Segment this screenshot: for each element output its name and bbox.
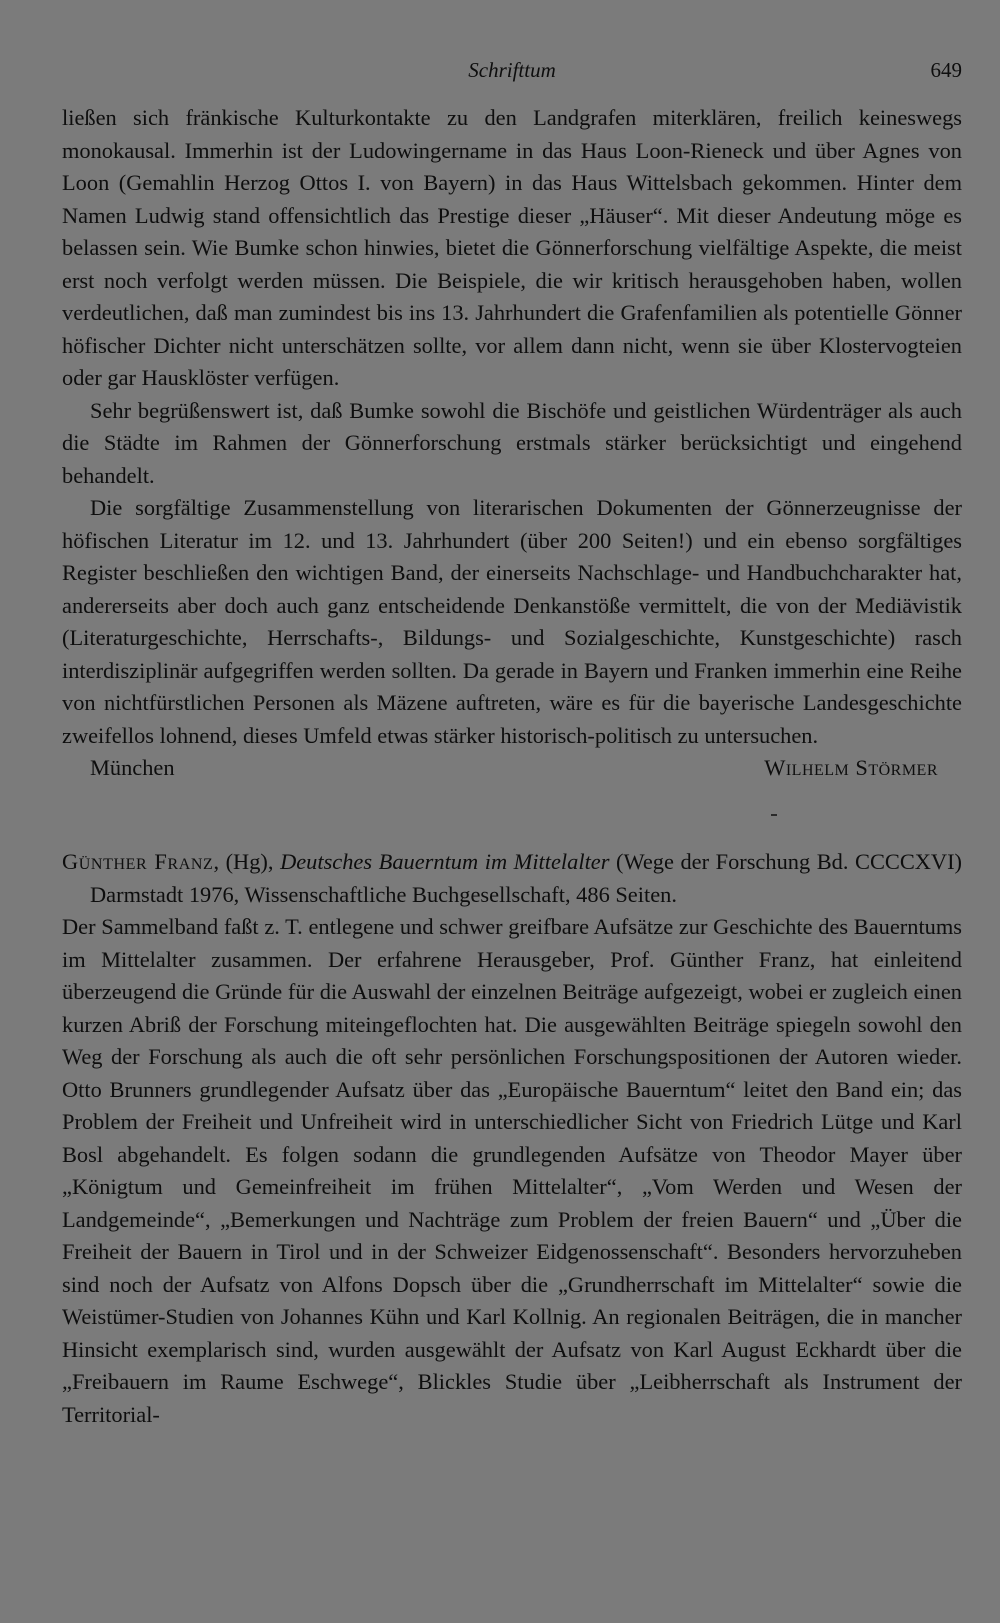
signature-row bbox=[62, 752, 962, 784]
reviewer-name: Wilhelm Störmer bbox=[764, 755, 938, 780]
bibliographic-citation bbox=[62, 846, 962, 911]
citation-editor-note: , (Hg), bbox=[213, 849, 281, 874]
review-stoermer bbox=[62, 102, 962, 784]
review-franz bbox=[62, 846, 962, 1431]
body-paragraph: ließen sich fränkische Kulturkontakte zu den Landgrafen miterklären, freilich keineswegs monokausal. Immerhin ist der Ludowingername in das Haus Loon-Rieneck und über Agnes von Loon (Gemahlin Herzog Ottos I. von Bayern) in das Haus Wittelsbach gekommen. Hinter dem Namen Ludwig stand offensichtlich das Prestige dieser „Häuser“. Mit dieser Andeutung möge es belassen sein. Wie Bumke schon hinwies, bietet die Gönnerforschung vielfältige Aspekte, die meist erst noch verfolgt werden müssen. Die Beispiele, die wir kritisch herausgehoben haben, wollen verdeutlichen, daß man zumindest bis ins 13. Jahrhundert die Grafenfamilien als potentielle Gönner höfischer Dichter nicht unterschätzen sollte, vor allem dann nicht, wenn sie über Klostervogteien oder gar Hausklöster verfügen. bbox=[62, 105, 962, 390]
citation-title: Deutsches Bauerntum im Mittelalter bbox=[280, 849, 610, 874]
review-place: München bbox=[90, 755, 175, 780]
citation-author: Günther Franz bbox=[62, 849, 214, 874]
body-paragraph: Der Sammelband faßt z. T. entlegene und schwer greifbare Aufsätze zur Geschichte des Bauerntums im Mittelalter zusammen. Der erfahrene Herausgeber, Prof. Günther Franz, hat einleitend überzeugend die Gründe für die Auswahl der einzelnen Beiträge aufgezeigt, wobei er zugleich einen kurzen Abriß der Forschung miteingeflochten hat. Die ausgewählten Beiträge spiegeln sowohl den Weg der Forschung als auch die oft sehr persönlichen Forschungspositionen der Autoren wieder. Otto Brunners grundlegender Aufsatz über das „Europäische Bauerntum“ leitet den Band ein; das Problem der Freiheit und Unfreiheit wird in unterschiedlicher Sicht von Friedrich Lütge und Karl Bosl abgehandelt. Es folgen sodann die grundlegenden Aufsätze von Theodor Mayer über „Königtum und Gemeinfreiheit im frühen Mittelalter“, „Vom Werden und Wesen der Landgemeinde“, „Bemerkungen und Nachträge zum Problem der freien Bauern“ und „Über die Freiheit der Bauern in Tirol und in der Schweizer Eidgenossenschaft“. Besonders hervorzuheben sind noch der Aufsatz von Alfons Dopsch über die „Grundherrschaft im Mittelalter“ sowie die Weistümer-Studien von Johannes Kühn und Karl Kollnig. An regionalen Beiträgen, die in mancher Hinsicht exemplarisch sind, wurden ausgewählt der Aufsatz von Karl August Eckhardt über die „Freibauern im Raume Eschwege“, Blickles Studie über „Leibherrschaft als Instrument der Territorial- bbox=[62, 914, 962, 1427]
divider-dash bbox=[771, 814, 777, 816]
running-title: Schrifttum bbox=[468, 58, 556, 82]
body-paragraph: Sehr begrüßenswert ist, daß Bumke sowohl die Bischöfe und geistlichen Würdenträger als auch die Städte im Rahmen der Gönnerforschung erstmals stärker berücksichtigt und eingehend behandelt. bbox=[62, 397, 962, 488]
page-number: 649 bbox=[930, 58, 962, 82]
citation-details: (Wege der Forschung Bd. CCCCXVI) Darmstadt 1976, Wissenschaftliche Buchgesellschaft, 486 Seiten. bbox=[90, 849, 963, 907]
body-paragraph: Die sorgfältige Zusammenstellung von literarischen Dokumenten der Gönnerzeugnisse der höfischen Literatur im 12. und 13. Jahrhundert (über 200 Seiten!) und ein ebenso sorgfältiges Register beschließen den wichtigen Band, der einerseits Nachschlage- und Handbuchcharakter hat, andererseits aber doch auch ganz entscheidende Denkanstöße vermittelt, die von der Mediävistik (Literaturgeschichte, Herrschafts-, Bildungs- und Sozialgeschichte, Kunstgeschichte) rasch interdisziplinär aufgegriffen werden sollten. Da gerade in Bayern und Franken immerhin eine Reihe von nichtfürstlichen Personen als Mäzene auftreten, wäre es für die bayerische Landesgeschichte zweifellos lohnend, dieses Umfeld etwas stärker historisch-politisch zu untersuchen. bbox=[62, 495, 962, 748]
section-divider bbox=[62, 784, 962, 846]
running-header bbox=[62, 58, 962, 102]
